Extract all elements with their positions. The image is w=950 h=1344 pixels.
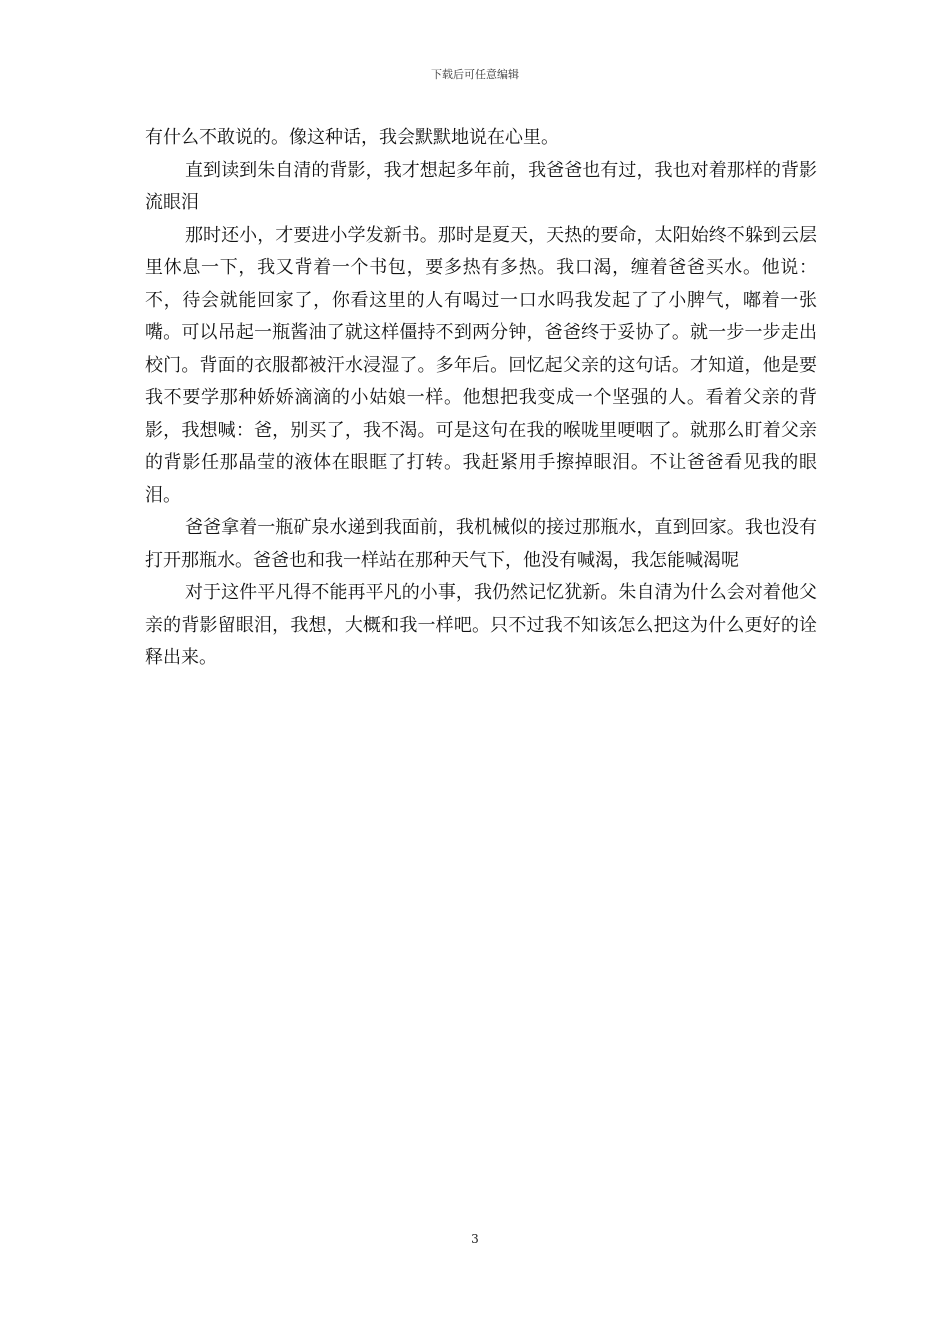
paragraph: 那时还小，才要进小学发新书。那时是夏天，天热的要命，太阳始终不躲到云层里休息一下，我又背着一个书包，要多热有多热。我口渴，缠着爸爸买水。他说：不，待会就能回家了，你看这里的人有喝过一口水吗我发起了了小脾气，嘟着一张嘴。可以吊起一瓶酱油了就这样僵持不到两分钟，爸爸终于妥协了。就一步一步走出校门。背面的衣服都被汗水浸湿了。多年后。回忆起父亲的这句话。才知道，他是要我不要学那种娇娇滴滴的小姑娘一样。他想把我变成一个坚强的人。看着父亲的背影，我想喊：爸，别买了，我不渴。可是这句在我的喉咙里哽咽了。就那么盯着父亲的背影任那晶莹的液体在眼眶了打转。我赶紧用手擦掉眼泪。不让爸爸看见我的眼泪。 — [145, 224, 817, 506]
page-number: 3 — [471, 1232, 479, 1246]
document-body — [145, 122, 817, 675]
paragraph: 对于这件平凡得不能再平凡的小事，我仍然记忆犹新。朱自清为什么会对着他父亲的背影留眼泪，我想，大概和我一样吧。只不过我不知该怎么把这为什么更好的诠释出来。 — [145, 582, 817, 668]
paragraph: 直到读到朱自清的背影，我才想起多年前，我爸爸也有过，我也对着那样的背影流眼泪 — [145, 159, 817, 213]
paragraph: 爸爸拿着一瓶矿泉水递到我面前，我机械似的接过那瓶水，直到回家。我也没有打开那瓶水。爸爸也和我一样站在那种天气下，他没有喊渴，我怎能喊渴呢 — [145, 517, 817, 571]
page-header: 下载后可任意编辑 — [431, 68, 519, 81]
paragraph: 有什么不敢说的。像这种话，我会默默地说在心里。 — [145, 127, 559, 148]
